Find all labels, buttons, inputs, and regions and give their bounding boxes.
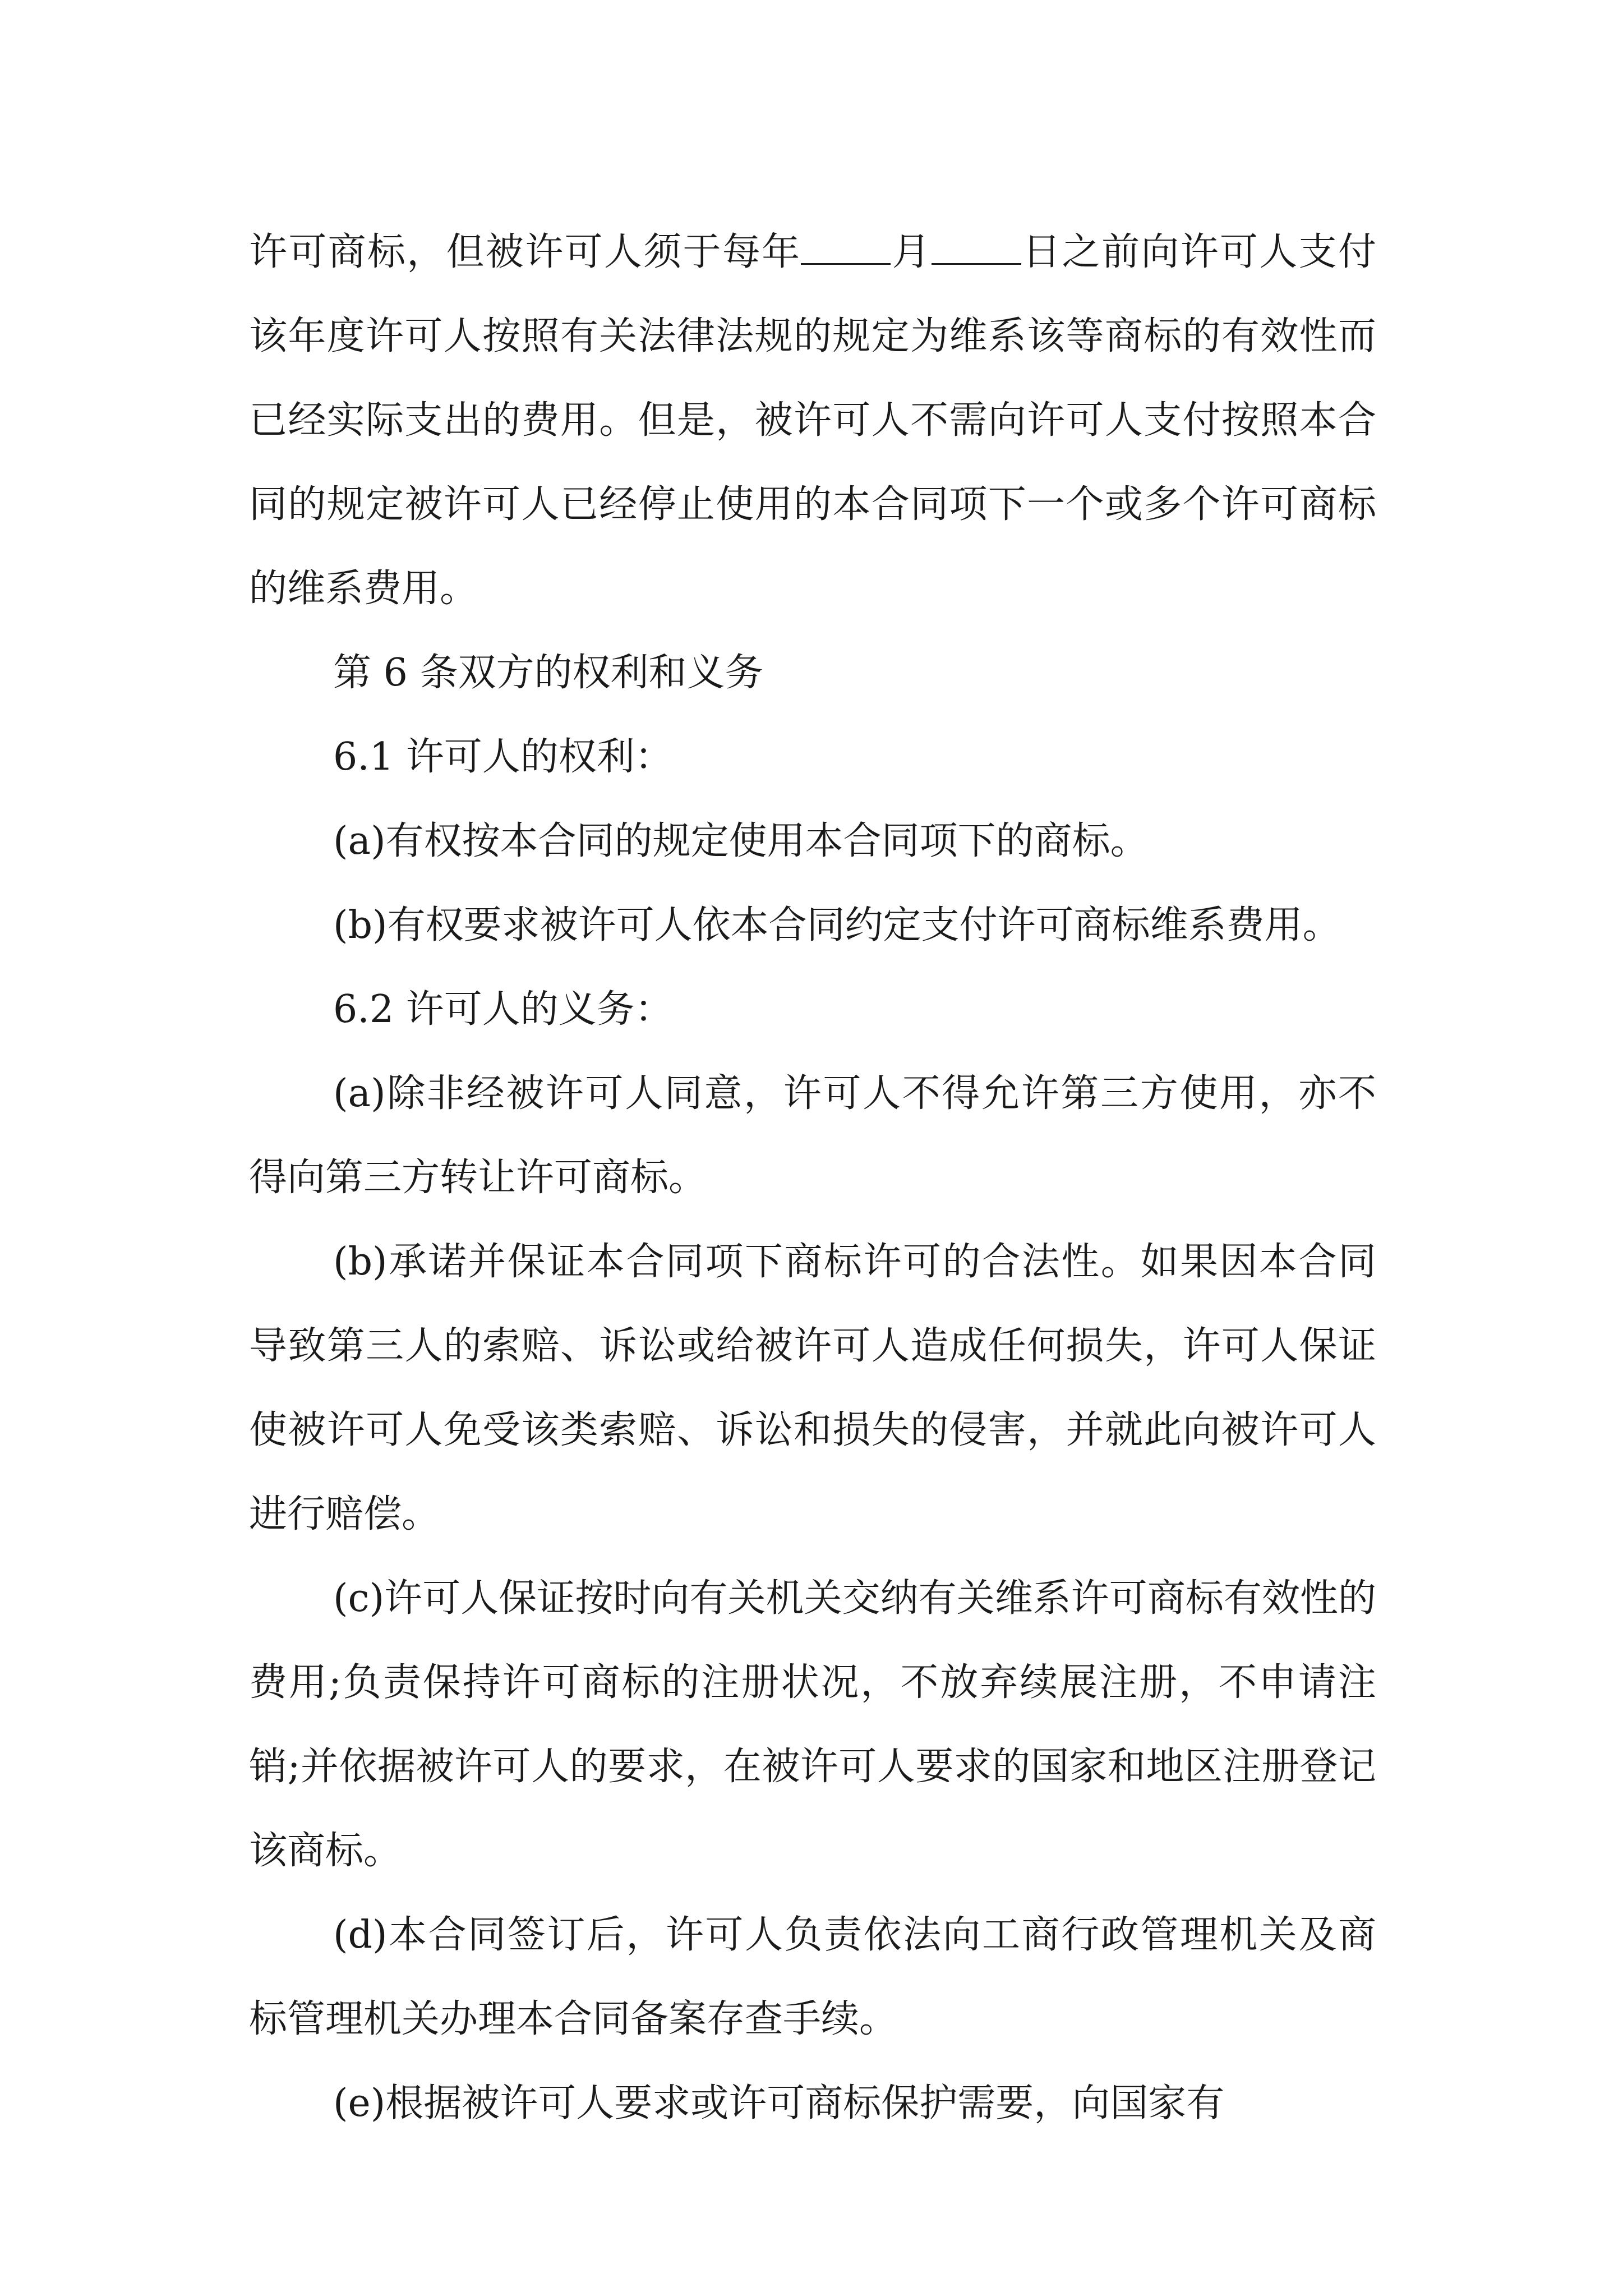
section-6-2-e: (e)根据被许可人要求或许可商标保护需要，向国家有 <box>333 2081 1225 2125</box>
section-6-2-d: (d)本合同签订后，许可人负责依法向工商行政管理机关及商标管理机关办理本合同备案存查手续。 <box>249 1913 1376 2041</box>
article-6-title: 第 6 条双方的权利和义务 <box>333 651 763 695</box>
document-body <box>249 210 1376 2146</box>
section-6-2-b: (b)承诺并保证本合同项下商标许可的合法性。如果因本合同导致第三人的索赔、诉讼或给被许可人造成任何损失，许可人保证使被许可人免受该类索赔、诉讼和损失的侵害，并就此向被许可人进行赔偿。 <box>249 1240 1376 1536</box>
paragraph-maintenance-fee-prefix: 许可商标，但被许可人须于每年 <box>249 230 801 274</box>
blank-month-field <box>801 233 891 265</box>
blank-day-field <box>932 233 1021 265</box>
paragraph-maintenance-fee <box>249 210 1376 631</box>
month-label: 月 <box>891 230 932 274</box>
paragraph-maintenance-fee-suffix: 日之前向许可人支付该年度许可人按照有关法律法规的规定为维系该等商标的有效性而已经实际支出的费用。但是，被许可人不需向许可人支付按照本合同的规定被许可人已经停止使用的本合同项下一个或多个许可商标的维系费用。 <box>249 230 1376 611</box>
section-6-1-b: (b)有权要求被许可人依本合同约定支付许可商标维系费用。 <box>333 903 1341 947</box>
section-6-2-heading: 6.2 许可人的义务： <box>333 987 673 1032</box>
section-6-2-a: (a)除非经被许可人同意，许可人不得允许第三方使用，亦不得向第三方转让许可商标。 <box>249 1071 1376 1200</box>
section-6-1-heading: 6.1 许可人的权利： <box>333 735 673 779</box>
section-6-1-a: (a)有权按本合同的规定使用本合同项下的商标。 <box>333 819 1149 863</box>
section-6-2-c: (c)许可人保证按时向有关机关交纳有关维系许可商标有效性的费用;负责保持许可商标的注册状况，不放弃续展注册，不申请注销;并依据被许可人的要求，在被许可人要求的国家和地区注册登记该商标。 <box>249 1576 1376 1873</box>
